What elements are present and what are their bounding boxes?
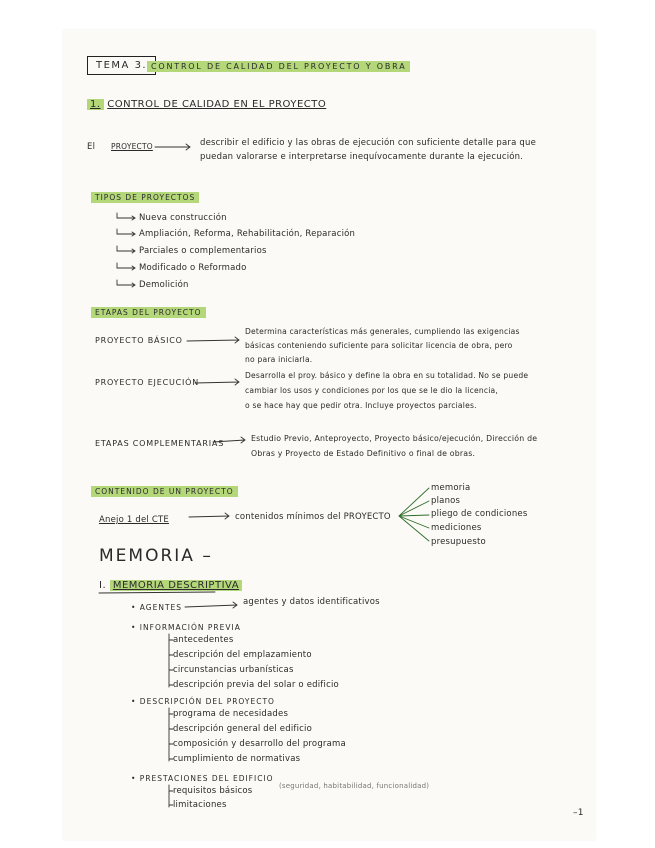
descripcion-item: composición y desarrollo del programa — [173, 739, 346, 749]
memoria-sub-title: MEMORIA DESCRIPTIVA — [110, 580, 242, 591]
arrow-icon — [213, 437, 245, 443]
proyecto-term: PROYECTO — [111, 142, 153, 151]
info-previa-item: descripción del emplazamiento — [173, 650, 312, 660]
page-number: –1 — [573, 808, 584, 818]
tema-box: TEMA 3. — [87, 56, 156, 75]
info-previa-item: descripción previa del solar o edificio — [173, 680, 339, 690]
arrow-icon — [155, 144, 190, 150]
arrow-icon — [189, 513, 229, 519]
descripcion-label: • DESCRIPCIÓN DEL PROYECTO — [131, 697, 275, 706]
info-previa-item: circunstancias urbanísticas — [173, 665, 294, 675]
ejecucion-line-2: cambiar los usos y condiciones por los que se le dio la licencia, — [245, 386, 498, 395]
arrow-icon — [185, 602, 237, 608]
info-previa-item: antecedentes — [173, 635, 234, 645]
proyecto-prefix: El — [87, 142, 96, 152]
arrow-icon — [187, 337, 239, 343]
tipos-item: Demolición — [139, 280, 189, 290]
proyecto-line-2: puedan valorarse e interpretarse inequívocamente durante la ejecución. — [200, 152, 524, 162]
ejecucion-line-1: Desarrolla el proy. básico y define la obra en su totalidad. No se puede — [245, 371, 529, 380]
descripcion-item: descripción general del edificio — [173, 724, 312, 734]
complementarias-label: ETAPAS COMPLEMENTARIAS — [95, 439, 225, 448]
basico-line-3: no para iniciarla. — [245, 355, 313, 364]
ejecucion-line-3: o se hace hay que pedir otra. Incluye proyectos parciales. — [245, 401, 477, 410]
anejo-label: Anejo 1 del CTE — [99, 515, 169, 525]
tipos-item: Parciales o complementarios — [139, 246, 267, 256]
basico-label: PROYECTO BÁSICO — [95, 336, 183, 345]
basico-line-2: básicas conteniendo suficiente para solicitar licencia de obra, pero — [245, 341, 513, 350]
contenido-title: CONTENIDO DE UN PROYECTO — [91, 486, 238, 497]
tipos-item: Nueva construcción — [139, 213, 227, 223]
agentes-label: • AGENTES — [131, 603, 183, 612]
descripcion-item: cumplimiento de normativas — [173, 754, 301, 764]
tema-title: CONTROL DE CALIDAD DEL PROYECTO Y OBRA — [147, 61, 410, 72]
tipos-title: TIPOS DE PROYECTOS — [91, 192, 199, 203]
contenido-item: memoria — [431, 483, 471, 493]
contenido-item: planos — [431, 496, 461, 506]
ejecucion-label: PROYECTO EJECUCIÓN — [95, 378, 200, 387]
prestaciones-note: (seguridad, habitabilidad, funcionalidad) — [279, 782, 430, 790]
memoria-sub-number: I. — [99, 580, 107, 591]
prestaciones-item: limitaciones — [173, 800, 227, 810]
memoria-title: MEMORIA – — [99, 546, 213, 566]
notebook-page — [63, 30, 595, 840]
info-previa-label: • INFORMACIÓN PREVIA — [131, 623, 241, 632]
prestaciones-item: requisitos básicos — [173, 786, 253, 796]
contenido-item: mediciones — [431, 523, 482, 533]
branch-arrows-icon — [399, 488, 429, 541]
bracket-icon — [169, 634, 173, 807]
arrow-icon — [195, 379, 239, 385]
contenido-text: contenidos mínimos del PROYECTO — [235, 512, 391, 522]
agentes-text: agentes y datos identificativos — [243, 597, 380, 607]
descripcion-item: programa de necesidades — [173, 709, 289, 719]
tipos-item: Ampliación, Reforma, Rehabilitación, Reparación — [139, 229, 356, 239]
contenido-item: presupuesto — [431, 537, 486, 547]
contenido-item: pliego de condiciones — [431, 509, 528, 519]
complementarias-line-2: Obras y Proyecto de Estado Definitivo o final de obras. — [251, 449, 476, 458]
hand-drawn-connectors — [63, 30, 595, 840]
memoria-underline — [99, 592, 215, 593]
tipos-item: Modificado o Reformado — [139, 263, 247, 273]
prestaciones-label: • PRESTACIONES DEL EDIFICIO — [131, 774, 274, 783]
proyecto-line-1: describir el edificio y las obras de ejecución con suficiente detalle para que — [200, 138, 536, 148]
etapas-title: ETAPAS DEL PROYECTO — [91, 307, 206, 318]
section1-number: 1. — [87, 99, 104, 110]
complementarias-line-1: Estudio Previo, Anteproyecto, Proyecto básico/ejecución, Dirección de — [251, 434, 538, 443]
basico-line-1: Determina características más generales, cumpliendo las exigencias — [245, 327, 520, 336]
section1-title: CONTROL DE CALIDAD EN EL PROYECTO — [107, 99, 327, 110]
hook-arrow-icon — [117, 213, 135, 287]
